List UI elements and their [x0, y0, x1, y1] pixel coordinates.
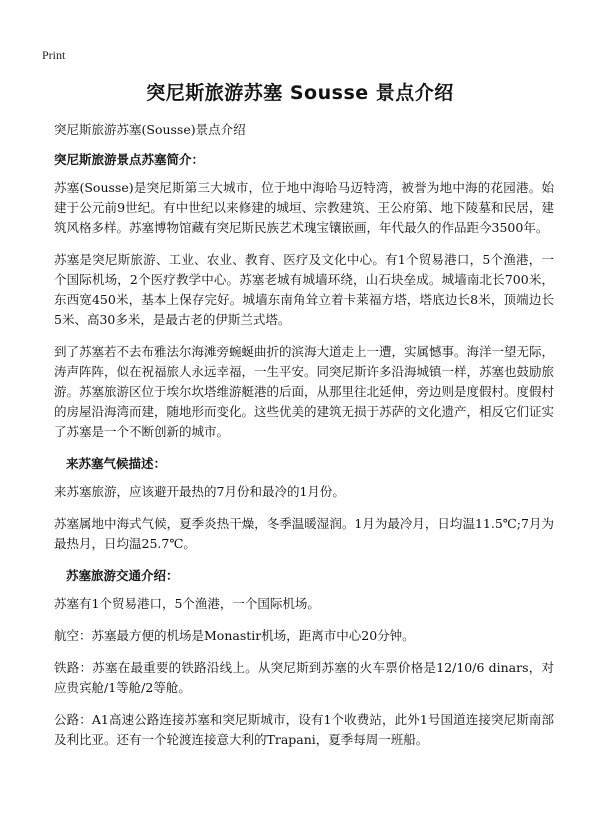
section-heading-transport: 苏塞旅游交通介绍：: [66, 568, 179, 583]
paragraph-transport-road: 公路：A1高速公路连接苏塞和突尼斯城市，设有1个收费站，此外1号国道连接突尼斯南部及利比亚。还有一个轮渡连接意大利的Trapani，夏季每周一班船。: [54, 712, 554, 747]
article-subtitle: 突尼斯旅游苏塞(Sousse)景点介绍: [54, 122, 246, 137]
article-body: [54, 120, 554, 762]
paragraph-transport-air: 航空：苏塞最方便的机场是Monastir机场，距离市中心20分钟。: [54, 628, 415, 643]
paragraph-intro-1: 苏塞(Sousse)是突尼斯第三大城市，位于地中海哈马迈特湾，被誉为地中海的花园港。始建于公元前9世纪。有中世纪以来修建的城垣、宗教建筑、王公府第、地下陵墓和民居，建筑风格多样。苏塞博物馆藏有突尼斯民族艺术瑰宝镶嵌画，年代最久的作品距今3500年。: [54, 180, 554, 235]
section-heading-intro: 突尼斯旅游景点苏塞简介：: [54, 152, 205, 167]
paragraph-climate-1: 来苏塞旅游，应该避开最热的7月份和最冷的1月份。: [54, 484, 345, 499]
print-link[interactable]: Print: [42, 48, 66, 62]
section-heading-climate: 来苏塞气候描述：: [66, 456, 167, 471]
paragraph-climate-2: 苏塞属地中海式气候，夏季炎热干燥，冬季温暖湿润。1月为最冷月，日均温11.5℃;7月为最热月，日均温25.7℃。: [54, 516, 554, 551]
paragraph-transport-1: 苏塞有1个贸易港口，5个渔港，一个国际机场。: [54, 596, 320, 611]
page-title: 突尼斯旅游苏塞 Sousse 景点介绍: [146, 82, 454, 104]
paragraph-transport-rail: 铁路：苏塞在最重要的铁路沿线上。从突尼斯到苏塞的火车票价格是12/10/6 dinars，对应贵宾舱/1等舱/2等舱。: [54, 660, 554, 695]
paragraph-intro-3: 到了苏塞若不去布雅法尔海滩旁蜿蜒曲折的滨海大道走上一遭，实属憾事。海洋一望无际，涛声阵阵，似在祝福旅人永远幸福，一生平安。同突尼斯许多沿海城镇一样，苏塞也鼓励旅游。苏塞旅游区位于埃尔坎塔维游艇港的后面，从那里往北延伸，旁边则是度假村。度假村的房屋沿海湾而建，随地形而变化。这些优美的建筑无损于苏萨的文化遗产，相反它们证实了苏塞是一个不断创新的城市。: [54, 344, 555, 439]
paragraph-intro-2: 苏塞是突尼斯旅游、工业、农业、教育、医疗及文化中心。有1个贸易港口，5个渔港，一个国际机场，2个医疗教学中心。苏塞老城有城墙环绕，山石块垒成。城墙南北长700米，东西宽450米，基本上保存完好。城墙东南角耸立着卡莱福方塔，塔底边长8米，顶端边长5米、高30多米，是最古老的伊斯兰式塔。: [54, 252, 554, 327]
